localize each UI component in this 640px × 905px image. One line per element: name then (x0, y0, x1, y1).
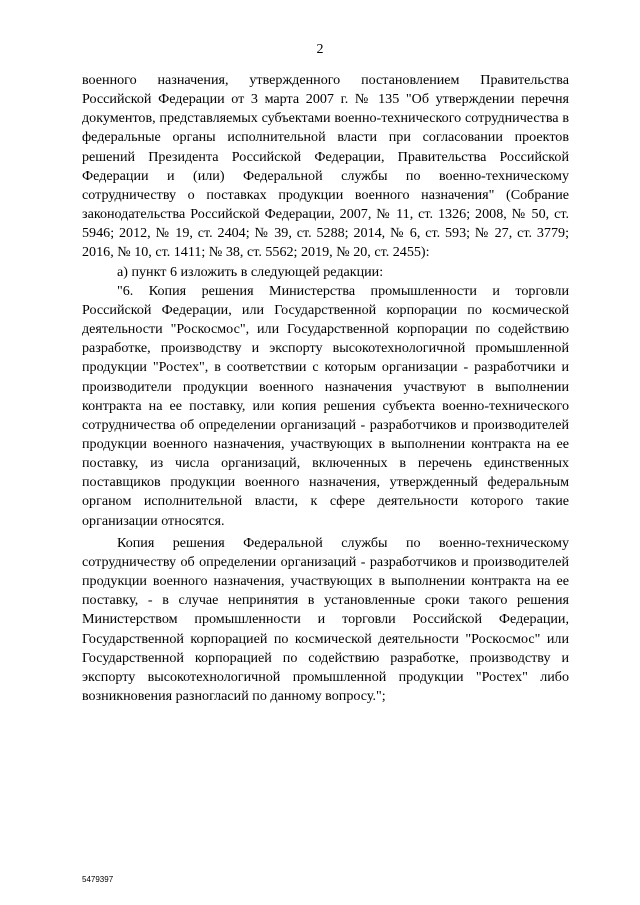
paragraph-copy-decision: Копия решения Федеральной службы по военно-техническому сотрудничеству об определении организаций - разработчиков и производителей продукции военного назначения, участвующих в выполнении контракта на ее поставку, - в случае непринятия в установленные сроки такого решения Министерством промышленности и торговли Российской Федерации, Государственной корпорацией по космической деятельности "Роскосмос" или Государственной корпорацией по содействию разработке, производству и экспорту высокотехнологичной промышленной продукции "Ростех" либо возникновения разногласий по данному вопросу."; (82, 534, 569, 704)
paragraph-continuation: военного назначения, утвержденного постановлением Правительства Российской Федерации от 3 марта 2007 г. № 135 "Об утверждении перечня документов, представляемых субъектами военно-технического сотрудничества в федеральные органы исполнительной власти при согласовании проектов решений Президента Российской Федерации, Правительства Российской Федерации и (или) Федеральной службы по военно-техническому сотрудничеству о поставках продукции военного назначения" (Собрание законодательства Российской Федерации, 2007, № 11, ст. 1326; 2008, № 50, ст. 5946; 2012, № 19, ст. 2404; № 39, ст. 5288; 2014, № 6, ст. 593; № 27, ст. 3779; 2016, № 10, ст. 1411; № 38, ст. 5562; 2019, № 20, ст. 2455): (82, 72, 569, 261)
document-body (82, 71, 569, 706)
paragraph-subitem-a: а) пункт 6 изложить в следующей редакции: (117, 263, 384, 280)
page-number: 2 (316, 42, 324, 57)
paragraph-item-6: "6. Копия решения Министерства промышленности и торговли Российской Федерации, или Государственной корпорации по космической деятельности "Роскосмос", или Государственной корпорации по содействию разработке, производству и экспорту высокотехнологичной промышленной продукции "Ростех", в соответствии с которым организации - разработчики и производители продукции военного назначения участвуют в выполнении контракта на ее поставку, или копия решения субъекта военно-технического сотрудничества об определении организаций - разработчиков и производителей продукции военного назначения, участвующих в выполнении контракта на ее поставку, из числа организаций, включенных в перечень единственных поставщиков продукции военного назначения, утвержденный федеральным органом исполнительной власти, к сфере деятельности которого такие организации относятся. (82, 282, 569, 529)
document-code: 5479397 (82, 875, 114, 884)
